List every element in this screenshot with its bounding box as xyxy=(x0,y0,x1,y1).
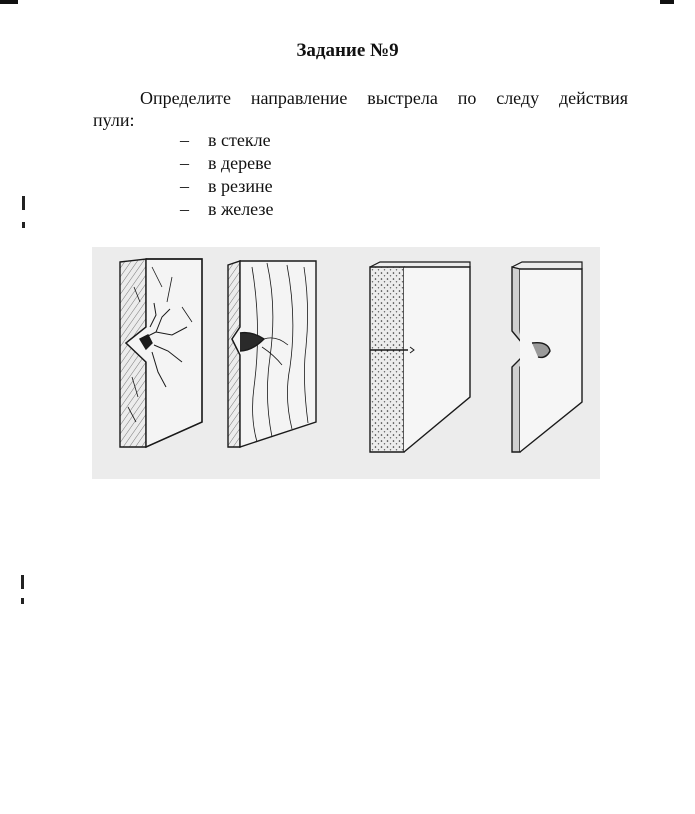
list-dash: – xyxy=(180,176,189,196)
list-dash: – xyxy=(180,130,189,150)
list-item-text: в резине xyxy=(208,176,273,196)
list-item xyxy=(180,152,273,175)
binder-hole-mark xyxy=(22,222,25,228)
bullet-traces-illustration xyxy=(92,247,600,479)
page-title: Задание №9 xyxy=(296,40,399,61)
list-item xyxy=(180,198,273,221)
question-paragraph xyxy=(93,87,628,131)
list-dash: – xyxy=(180,199,189,219)
list-item xyxy=(180,175,273,198)
list-dash: – xyxy=(180,153,189,173)
question-text-line1: Определите направление выстрела по следу действия xyxy=(140,88,628,108)
question-text-line2: пули: xyxy=(93,110,135,130)
wood-block-illustration xyxy=(228,261,316,447)
list-item-text: в стекле xyxy=(208,130,271,150)
scan-edge-mark-left xyxy=(0,0,18,4)
glass-block-illustration xyxy=(120,259,202,447)
binder-hole-mark xyxy=(21,598,24,604)
list-item-text: в железе xyxy=(208,199,274,219)
binder-hole-mark xyxy=(22,196,25,210)
list-item xyxy=(180,129,273,152)
list-item-text: в дереве xyxy=(208,153,272,173)
material-list xyxy=(180,129,273,221)
binder-hole-mark xyxy=(21,575,24,589)
scan-edge-mark-right xyxy=(660,0,674,4)
